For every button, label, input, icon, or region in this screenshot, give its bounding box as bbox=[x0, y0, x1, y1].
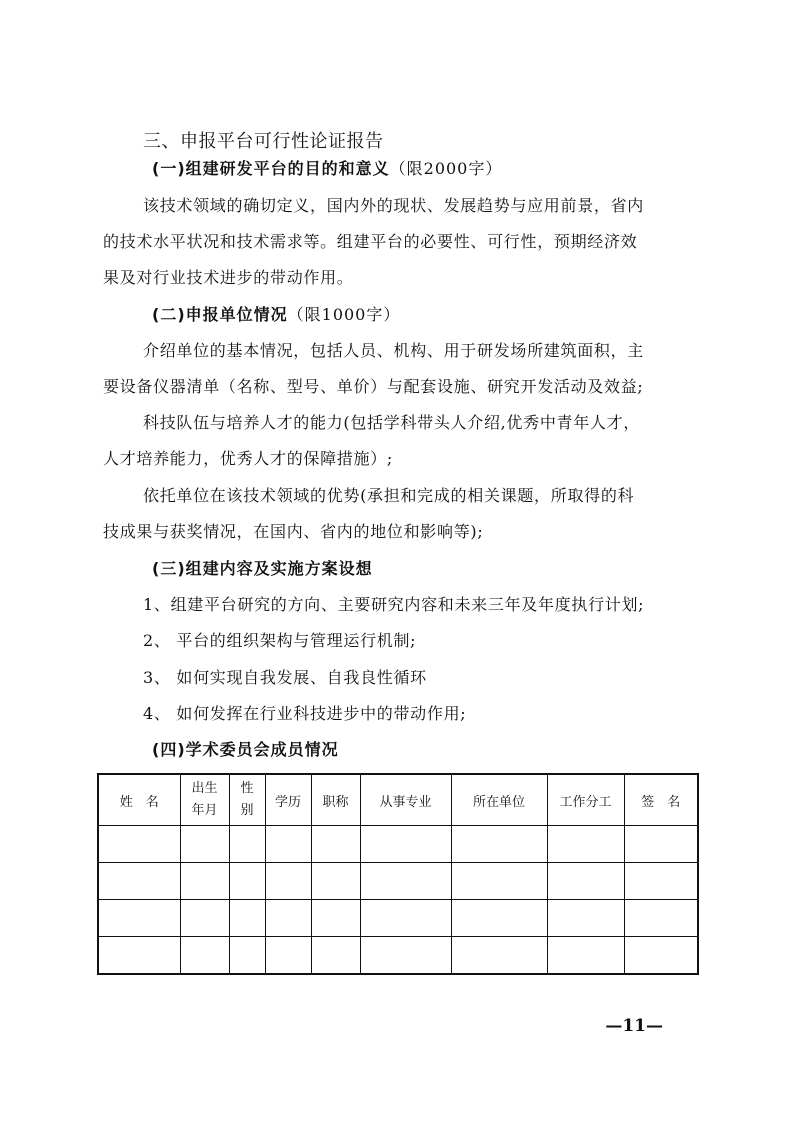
header-gender bbox=[229, 774, 265, 826]
page-number: —11— bbox=[605, 1016, 663, 1036]
paragraph-line: 技成果与获奖情况，在国内、省内的地位和影响等); bbox=[103, 522, 484, 541]
paragraph-line: 科技队伍与培养人才的能力(包括学科带头人介绍,优秀中青年人才， bbox=[143, 413, 641, 432]
list-item: 3、 如何实现自我发展、自我良性循环 bbox=[143, 668, 427, 687]
paragraph-line: 该技术领域的确切定义，国内外的现状、发展趋势与应用前景，省内 bbox=[143, 196, 645, 215]
paragraph-line: 依托单位在该技术领域的优势(承担和完成的相关课题，所取得的科 bbox=[143, 486, 635, 505]
header-specialty: 从事专业 bbox=[360, 774, 451, 826]
list-item: 2、 平台的组织架构与管理运行机制; bbox=[143, 631, 417, 650]
header-name: 姓 名 bbox=[98, 774, 180, 826]
paragraph-line: 人才培养能力，优秀人才的保障措施）; bbox=[103, 449, 393, 468]
subsection-heading-2-text: (二)申报单位情况 bbox=[152, 305, 288, 324]
paragraph-line: 的技术水平状况和技术需求等。组建平台的必要性、可行性，预期经济效 bbox=[103, 232, 638, 251]
subsection-heading-4-text: (四)学术委员会成员情况 bbox=[152, 740, 339, 759]
subsection-heading-2 bbox=[152, 302, 400, 325]
header-employer: 所在单位 bbox=[451, 774, 547, 826]
subsection-heading-1 bbox=[152, 156, 502, 179]
header-title: 职称 bbox=[311, 774, 360, 826]
header-birth-line1: 出生 bbox=[191, 781, 218, 796]
header-gender-line1: 性 bbox=[240, 781, 254, 796]
section-title: 三、申报平台可行性论证报告 bbox=[143, 131, 384, 152]
header-gender-line2: 别 bbox=[240, 803, 254, 818]
paragraph-line: 要设备仪器清单（名称、型号、单价）与配套设施、研究开发活动及效益; bbox=[103, 377, 644, 396]
subsection-heading-3 bbox=[152, 556, 373, 579]
table-row bbox=[98, 900, 698, 937]
header-signature: 签 名 bbox=[624, 774, 698, 826]
paragraph-line: 果及对行业技术进步的带动作用。 bbox=[103, 268, 354, 287]
header-birth-line2: 年月 bbox=[191, 803, 218, 818]
committee-members-table bbox=[97, 773, 699, 975]
subsection-heading-4 bbox=[152, 737, 339, 760]
subsection-heading-1-limit: （限2000字） bbox=[389, 159, 503, 178]
header-education: 学历 bbox=[265, 774, 311, 826]
subsection-heading-1-text: (一)组建研发平台的目的和意义 bbox=[152, 159, 390, 178]
paragraph-line: 介绍单位的基本情况，包括人员、机构、用于研发场所建筑面积，主 bbox=[143, 341, 645, 360]
subsection-heading-3-text: (三)组建内容及实施方案设想 bbox=[152, 559, 373, 578]
subsection-heading-2-limit: （限1000字） bbox=[287, 305, 401, 324]
header-role: 工作分工 bbox=[547, 774, 624, 826]
table-row bbox=[98, 937, 698, 975]
table-header-row bbox=[98, 774, 698, 826]
list-item: 4、 如何发挥在行业科技进步中的带动作用; bbox=[143, 704, 467, 723]
table-row bbox=[98, 863, 698, 900]
list-item: 1、组建平台研究的方向、主要研究内容和未来三年及年度执行计划; bbox=[143, 595, 645, 614]
table-row bbox=[98, 826, 698, 863]
header-birth bbox=[180, 774, 229, 826]
